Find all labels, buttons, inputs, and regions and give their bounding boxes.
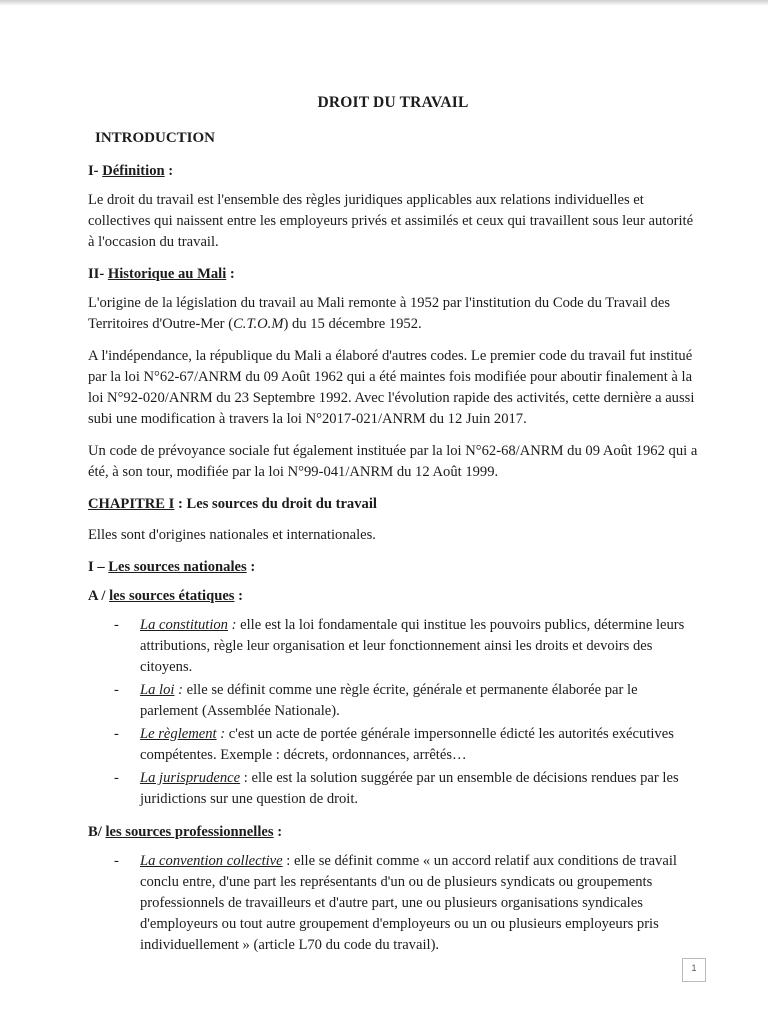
- section-number: I-: [88, 163, 103, 179]
- ctom-abbreviation: C.T.O.M: [233, 316, 284, 332]
- introduction-heading: INTRODUCTION: [95, 130, 216, 146]
- chapter-1-intro: Elles sont d'origines nationales et internationales.: [88, 527, 376, 543]
- historique-paragraph-1: [88, 293, 698, 335]
- historique-paragraph-2: A l'indépendance, la république du Mali a élaboré d'autres codes. Le premier code du travail fut institué par la loi N°62-67/ANRM du 09 Août 1962 qui a été maintes fois modifiée pour aboutir finalement à la loi N°92-020/ANRM du 23 Septembre 1992. Avec l'évolution rapide des activités, cette dernière a aussi subi une modification à travers la loi N°2017-021/ANRM du 12 Juin 2017.: [88, 348, 695, 427]
- list-item: [88, 724, 698, 766]
- section-number: II-: [88, 266, 108, 282]
- etatiques-list: [88, 615, 698, 810]
- section-number: B/: [88, 824, 106, 840]
- text-run: ) du 15 décembre 1952.: [283, 316, 422, 332]
- section-title: les sources étatiques: [109, 588, 235, 604]
- definition-term: Le règlement: [140, 726, 217, 742]
- historique-paragraph-3: Un code de prévoyance sociale fut également instituée par la loi N°62-68/ANRM du 09 Août 1962 qui a été, à son tour, modifiée par la loi N°99-041/ANRM du 12 Août 1999.: [88, 443, 698, 480]
- list-item: [88, 851, 698, 956]
- definition-text: c'est un acte de portée générale impersonnelle édicté les autorités exécutives compétentes. Exemple : décrets, ordonnances, arrêtés…: [140, 726, 674, 763]
- scan-edge: [0, 0, 768, 6]
- section-suffix: :: [246, 559, 256, 575]
- definition-text: elle est la loi fondamentale qui institue les pouvoirs publics, détermine leurs attributions, règle leur organisation et leur fonctionnement ainsi les droits et devoirs des citoyens.: [140, 617, 685, 675]
- sources-professionnelles-heading: [88, 822, 698, 843]
- professionnelles-list: [88, 851, 698, 956]
- section-title: Historique au Mali: [107, 266, 227, 282]
- page-number: 1: [682, 958, 706, 982]
- term-separator: :: [240, 770, 248, 786]
- section-title: Les sources nationales: [108, 559, 247, 575]
- sources-etatiques-heading: [88, 586, 698, 607]
- section-suffix: :: [226, 266, 235, 282]
- chapter-1-heading: [88, 494, 698, 515]
- definition-term: La loi: [140, 682, 175, 698]
- definition-term: La jurisprudence: [140, 770, 241, 786]
- term-separator: :: [174, 682, 183, 698]
- section-title: les sources professionnelles: [105, 824, 274, 840]
- section-definition-heading: [88, 161, 698, 182]
- definition-text: elle se définit comme « un accord relatif aux conditions de travail conclu entre, d'une part les représentants d'un ou de plusieurs syndicats ou groupements professionnels de travailleurs et d'autre part, une ou plusieurs organisations syndicales d'employeurs ou tout autre groupement d'employeurs ou un ou plusieurs employeurs pris individuellement » (article L70 du code du travail).: [140, 853, 677, 953]
- section-suffix: :: [273, 824, 283, 840]
- definition-term: La convention collective: [140, 853, 283, 869]
- definition-term: La constitution: [140, 617, 228, 633]
- section-title: Définition: [102, 163, 165, 179]
- chapter-label: CHAPITRE I: [88, 496, 175, 512]
- section-suffix: :: [164, 163, 174, 179]
- term-separator: :: [216, 726, 226, 742]
- section-number: I –: [88, 559, 109, 575]
- term-separator: :: [282, 853, 291, 869]
- term-separator: :: [227, 617, 237, 633]
- sources-nationales-heading: [88, 557, 698, 578]
- list-item: [88, 615, 698, 678]
- definition-text: elle est la solution suggérée par un ensemble de décisions rendues par les juridictions sur une question de droit.: [140, 770, 679, 807]
- list-item: [88, 680, 698, 722]
- document-page: [88, 92, 698, 968]
- list-item: [88, 768, 698, 810]
- section-suffix: :: [234, 588, 243, 604]
- text-run: L'origine de la législation du travail au Mali remonte à 1952 par l'institution du Code du Travail des Territoires d'Outre-Mer (: [88, 295, 671, 332]
- definition-text: elle se définit comme une règle écrite, générale et permanente élaborée par le parlement (Assemblée Nationale).: [140, 682, 638, 719]
- definition-paragraph: Le droit du travail est l'ensemble des règles juridiques applicables aux relations individuelles et collectives qui naissent entre les employeurs privés et assimilés et ceux qui travaillent sous leur autorité à l'occasion du travail.: [88, 192, 694, 250]
- section-historique-heading: [88, 264, 698, 285]
- chapter-title: : Les sources du droit du travail: [174, 496, 377, 512]
- section-number: A /: [88, 588, 110, 604]
- document-title: DROIT DU TRAVAIL: [317, 94, 469, 111]
